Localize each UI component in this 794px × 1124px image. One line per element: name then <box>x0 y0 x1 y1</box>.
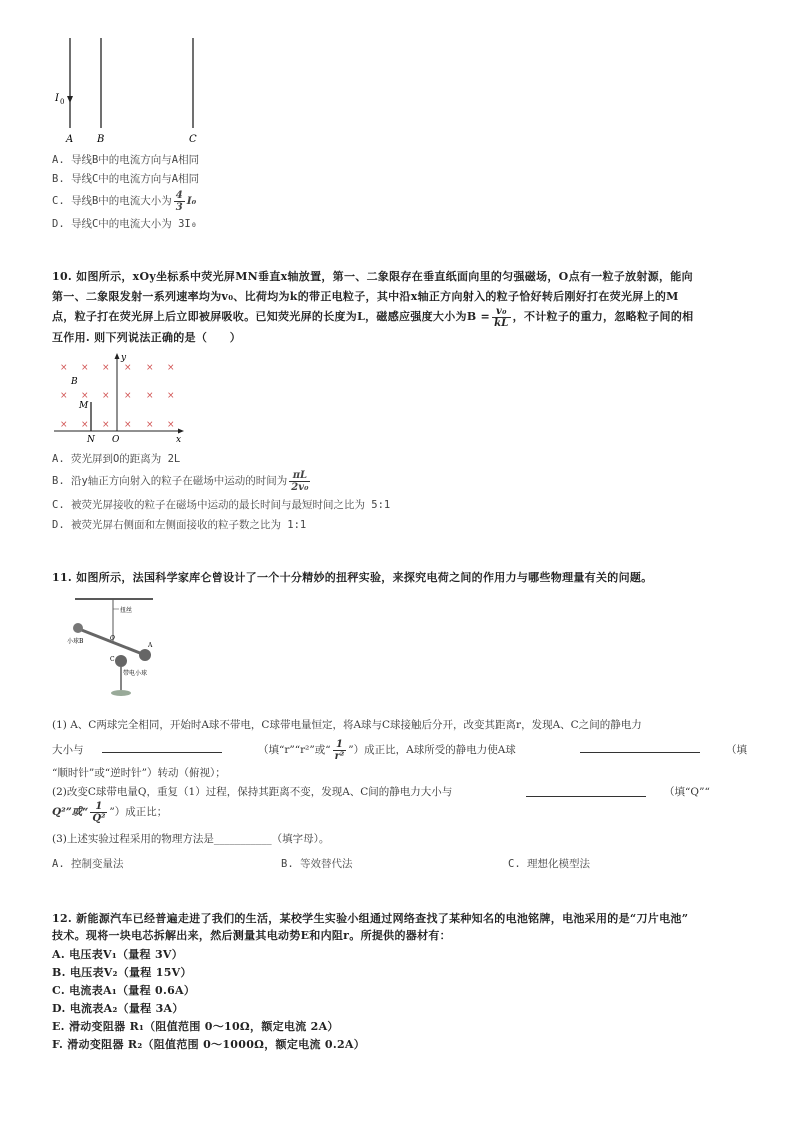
field-cross: × <box>102 420 110 430</box>
q10-option-b <box>52 466 312 496</box>
wires-figure <box>50 36 210 148</box>
magnetic-field-figure <box>50 350 190 445</box>
label-y: y <box>121 353 127 363</box>
q12-line-1: 12. 新能源汽车已经普遍走进了我们的生活，某校学生实验小组通过网络查找了某种知名的电池铭牌，电池采用的是“刀片电池” <box>52 912 689 925</box>
q12-item-e: E. 滑动变阻器 R₁（阻值范围 0～10Ω，额定电流 2A） <box>52 1020 339 1033</box>
q11-part2-c: Q²”或“ <box>52 806 89 818</box>
q10-option-c: C. 被荧光屏接收的粒子在磁场中运动的最长时间与最短时间之比为 5:1 <box>52 499 391 511</box>
q10-line-2: 第一、二象限发射一系列速率均为v₀、比荷均为k的带正电粒子，其中沿x轴正方向射入的粒子恰好转后刚好打在荧光屏上的M <box>52 290 679 303</box>
label-wire-c: C <box>189 134 197 145</box>
q11-part1-hint <box>258 736 516 764</box>
q11-part1-c: （填“r”“r²”或“ <box>258 744 331 756</box>
q9-option-c-fraction: $\frac{4}{3}$ <box>175 189 183 213</box>
q11-part3: (3)上述实验过程采用的物理方法是___________（填字母）。 <box>52 833 330 845</box>
q11-part2-d: ”）成正比； <box>109 806 168 818</box>
label-o-pivot: O <box>110 635 115 642</box>
q9-option-b: B. 导线C中的电流方向与A相同 <box>52 173 200 185</box>
field-cross: × <box>146 391 154 401</box>
field-cross: × <box>102 391 110 401</box>
field-cross: × <box>60 363 68 373</box>
q9-option-c <box>52 189 196 213</box>
q11-blank-2[interactable] <box>580 752 700 753</box>
q11-part2-fraction: $\frac{1}{\text{Q²}}$ <box>92 800 106 824</box>
q10-line-3-fraction: $\frac{\text{v₀}}{kL}$ <box>494 305 509 329</box>
q11-option-c: C. 理想化模型法 <box>508 858 590 870</box>
label-wire-b: B <box>97 134 105 145</box>
label-n: N <box>87 435 95 445</box>
q11-part1-line-1: (1) A、C两球完全相同，开始时A球不带电，C球带电量恒定，将A球与C球接触后分开，改变其距离r，发现A、C之间的静电力 <box>52 719 642 731</box>
q12-item-a: A. 电压表V₁（量程 3V） <box>52 948 184 961</box>
field-cross: × <box>60 391 68 401</box>
q10-line-1: 10. 如图所示，xOy坐标系中荧光屏MN垂直x轴放置，第一、二象限存在垂直纸面向里的匀强磁场，O点有一粒子放射源，能向 <box>52 270 693 283</box>
field-cross: × <box>124 420 132 430</box>
field-cross: × <box>124 391 132 401</box>
label-o: O <box>112 435 120 445</box>
field-cross: × <box>81 391 89 401</box>
q10-line-3 <box>52 303 693 331</box>
q11-part1-line-3: “顺时针”或“逆时针”）转动（俯视）； <box>52 767 226 779</box>
q10-line-3-a: 点，粒子打在荧光屏上后立即被屏吸收。已知荧光屏的长度为L，磁感应强度大小为B = <box>52 310 491 323</box>
q11-option-a: A. 控制变量法 <box>52 858 124 870</box>
field-cross: × <box>167 420 175 430</box>
field-cross: × <box>146 363 154 373</box>
q10-option-a: A. 荧光屏到O的距离为 2L <box>52 453 181 465</box>
field-cross: × <box>81 363 89 373</box>
field-cross: × <box>167 391 175 401</box>
q11-option-b: B. 等效替代法 <box>281 858 353 870</box>
q11-blank-1[interactable] <box>102 752 222 753</box>
field-cross: × <box>102 363 110 373</box>
q10-option-d: D. 被荧光屏右侧面和左侧面接收的粒子数之比为 1:1 <box>52 519 307 531</box>
q11-part1-d: ”）成正比，A球所受的静电力使A球 <box>348 744 516 756</box>
q10-option-b-text: B. 沿y轴正方向射入的粒子在磁场中运动的时间为 <box>52 475 288 487</box>
label-b: B <box>71 377 78 387</box>
q11-part1-fraction: $\frac{1}{\text{r²}}$ <box>334 738 345 762</box>
field-cross: × <box>60 420 68 430</box>
label-ball-a: A <box>148 642 153 649</box>
field-cross: × <box>81 420 89 430</box>
label-wire-a: A <box>66 134 74 145</box>
q9-option-a: A. 导线B中的电流方向与A相同 <box>52 154 200 166</box>
field-cross: × <box>124 363 132 373</box>
q12-item-d: D. 电流表A₂（量程 3A） <box>52 1002 184 1015</box>
q11-part1-b: 大小与 <box>52 744 84 756</box>
q9-option-c-text: C. 导线B中的电流大小为 <box>52 195 172 207</box>
q11-blank-3[interactable] <box>526 796 646 797</box>
q11-part1-e: （填 <box>726 744 747 756</box>
field-cross: × <box>167 363 175 373</box>
q12-line-2: 技术。现将一块电芯拆解出来，然后测量其电动势E和内阻r。所提供的器材有： <box>52 929 451 942</box>
q9-option-d: D. 导线C中的电流大小为 3I₀ <box>52 218 198 230</box>
q11-part2-line-2 <box>52 797 167 827</box>
q11-part2-b: （填“Q”“ <box>664 786 710 798</box>
q12-item-b: B. 电压表V₂（量程 15V） <box>52 966 192 979</box>
q12-item-f: F. 滑动变阻器 R₂（阻值范围 0～1000Ω，额定电流 0.2A） <box>52 1038 366 1051</box>
label-ball-b: 小球B <box>67 638 84 645</box>
label-charged-ball: 带电小球 <box>123 670 148 677</box>
q10-line-3-b: ，不计粒子的重力，忽略粒子间的相 <box>512 310 694 323</box>
label-x: x <box>176 435 182 445</box>
q11-line-1: 11. 如图所示，法国科学家库仑曾设计了一个十分精妙的扭秤实验，来探究电荷之间的作用力与哪些物理量有关的问题。 <box>52 571 653 584</box>
torsion-balance-figure <box>65 595 165 705</box>
q11-part2-line-1: (2)改变C球带电量Q，重复（1）过程，保持其距离不变，发现A、C间的静电力大小与 <box>52 786 453 798</box>
label-m: M <box>79 401 89 411</box>
label-i0-sub: 0 <box>60 98 65 106</box>
q9-option-c-tail: I₀ <box>186 195 197 207</box>
q10-option-b-fraction: $\frac{\pi L}{\text{2v₀}}$ <box>291 469 309 493</box>
label-i0: I <box>55 93 59 104</box>
label-torsion-wire: 扭丝 <box>120 607 133 614</box>
q12-item-c: C. 电流表A₁（量程 0.6A） <box>52 984 196 997</box>
field-cross: × <box>146 420 154 430</box>
label-ball-c: C <box>110 656 115 663</box>
q10-line-4: 互作用. 则下列说法正确的是（ ） <box>52 331 242 344</box>
